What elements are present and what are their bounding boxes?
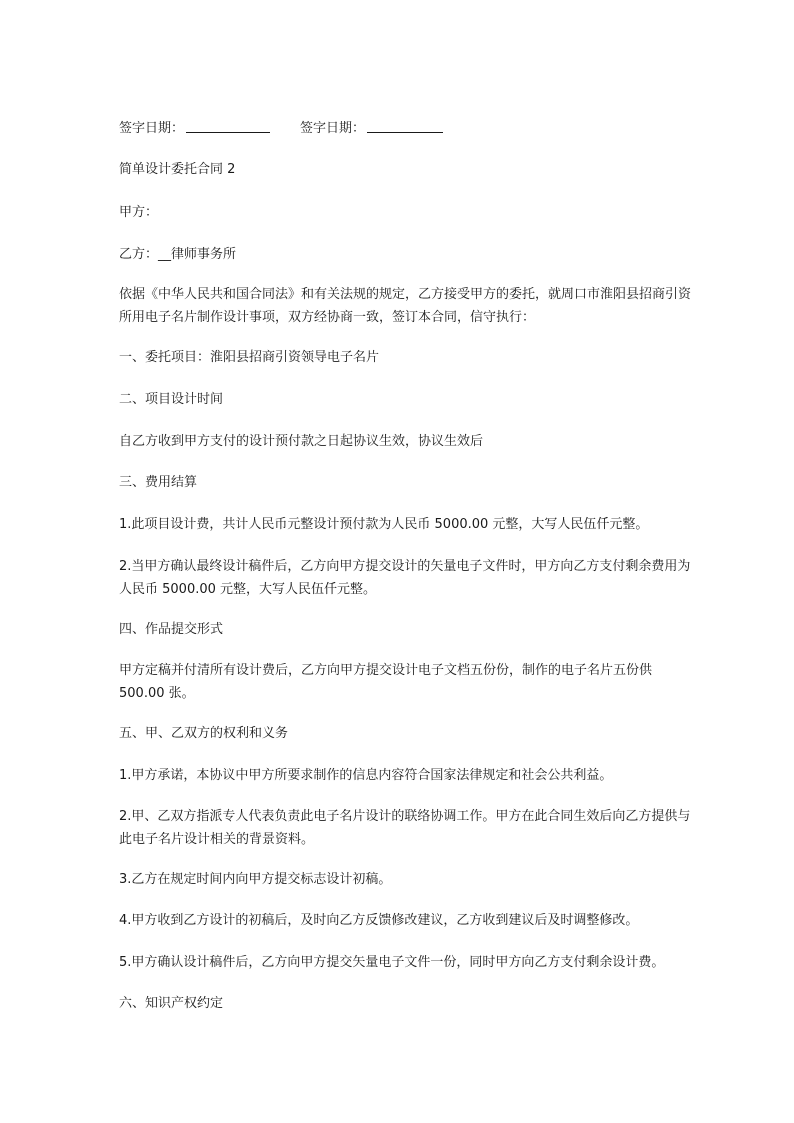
signature-row xyxy=(119,117,699,140)
signature-date-label-b: 签字日期： xyxy=(300,121,366,136)
duty-clause-4: 4.甲方收到乙方设计的初稿后，及时向乙方反馈修改建议，乙方收到建议后及时调整修改。 xyxy=(119,913,639,928)
section-heading-6: 六、知识产权约定 xyxy=(119,996,224,1011)
signature-date-blank-b xyxy=(367,117,443,133)
section-heading-5: 五、甲、乙双方的权利和义务 xyxy=(119,726,289,741)
duty-clause-5: 5.甲方确认设计稿件后，乙方向甲方提交矢量电子文件一份，同时甲方向乙方支付剩余设计费。 xyxy=(119,955,665,970)
section-2-paragraph: 自乙方收到甲方支付的设计预付款之日起协议生效，协议生效后 xyxy=(119,434,484,449)
signature-date-blank-a xyxy=(186,117,270,133)
duty-clause-2: 2.甲、乙双方指派专人代表负责此电子名片设计的联络协调工作。甲方在此合同生效后向乙方提供与此电子名片设计相关的背景资料。 xyxy=(119,809,691,847)
signature-date-label-a: 签字日期： xyxy=(119,121,185,136)
fee-clause-2: 2.当甲方确认最终设计稿件后，乙方向甲方提交设计的矢量电子文件时，甲方向乙方支付剩余费用为人民币 5000.00 元整，大写人民伍仟元整。 xyxy=(119,559,691,597)
duty-clause-1: 1.甲方承诺，本协议中甲方所要求制作的信息内容符合国家法律规定和社会公共利益。 xyxy=(119,768,613,783)
section-heading-1: 一、委托项目：淮阳县招商引资领导电子名片 xyxy=(119,350,380,365)
section-4-paragraph: 甲方定稿并付清所有设计费后，乙方向甲方提交设计电子文档五份份，制作的电子名片五份供 500.00 张。 xyxy=(119,663,657,701)
party-b: 乙方：__律师事务所 xyxy=(119,247,237,262)
fee-clause-1: 1.此项目设计费，共计人民币元整设计预付款为人民币 5000.00 元整，大写人民伍仟元整。 xyxy=(119,517,649,532)
intro-paragraph: 依据《中华人民共和国合同法》和有关法规的规定，乙方接受甲方的委托，就周口市淮阳县招商引资所用电子名片制作设计事项，双方经协商一致，签订本合同，信守执行： xyxy=(119,287,692,325)
section-heading-3: 三、费用结算 xyxy=(119,475,198,490)
section-heading-4: 四、作品提交形式 xyxy=(119,622,224,637)
duty-clause-3: 3.乙方在规定时间内向甲方提交标志设计初稿。 xyxy=(119,872,392,887)
document-title: 简单设计委托合同 2 xyxy=(119,162,236,177)
section-heading-2: 二、项目设计时间 xyxy=(119,392,224,407)
party-a: 甲方： xyxy=(119,205,159,220)
